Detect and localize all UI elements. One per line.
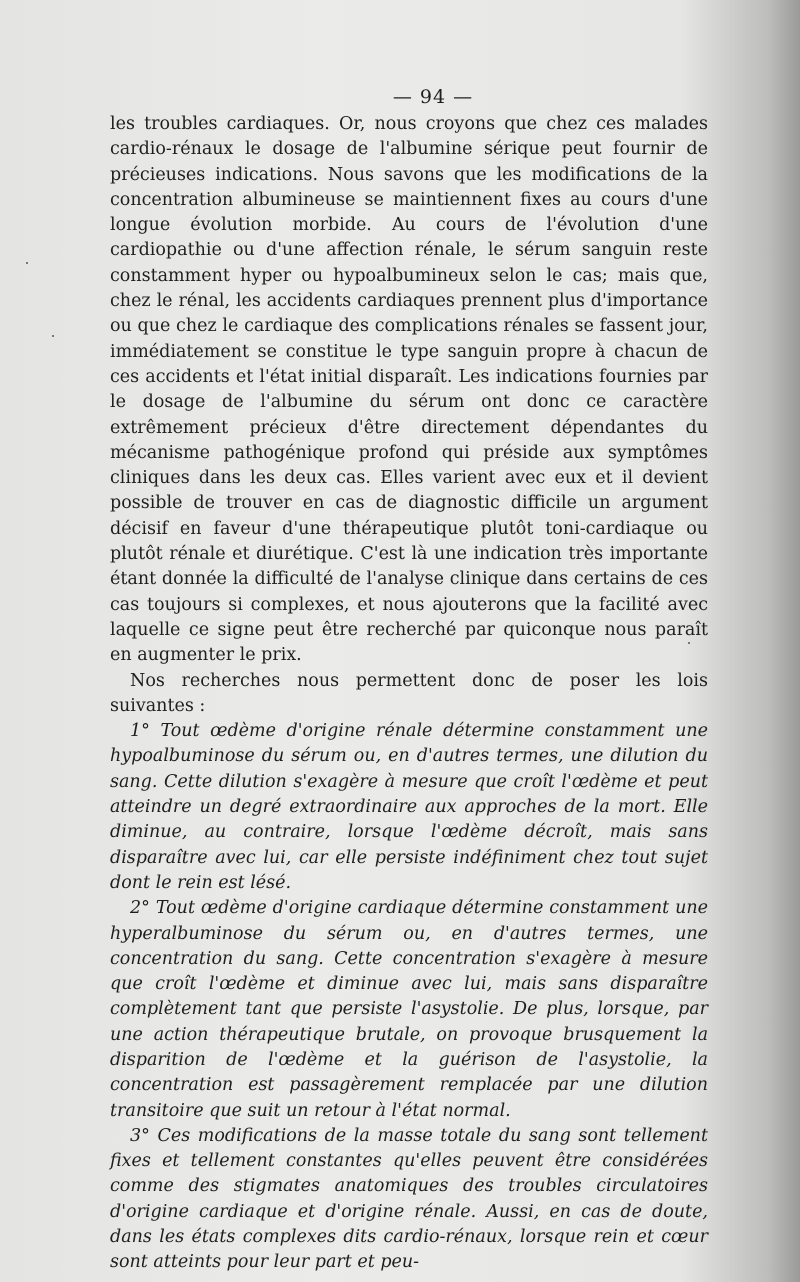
speck bbox=[52, 335, 54, 337]
law-2: 2° Tout œdème d'origine cardiaque détermine constamment une hyperalbuminose du sérum ou, en d'autres termes, une concentration du sang. Cette concentration s'exagère à mesure que croît l'œdème et diminue avec lui, mais sans disparaître complètement tant que persiste l'asystolie. De plus, lorsque, par une action thérapeutique brutale, on provoque brusquement la disparition de l'œdème et la guérison de l'asystolie, la concentration est passagèrement remplacée par une dilution transitoire que suit un retour à l'état normal. bbox=[110, 898, 708, 1121]
paragraph-2: Nos recherches nous permettent donc de poser les lois suivantes : bbox=[110, 670, 708, 716]
speck bbox=[26, 262, 28, 264]
page-number: — 94 — bbox=[392, 86, 474, 108]
paragraph-1: les troubles cardiaques. Or, nous croyons que chez ces malades cardio-rénaux le dosage de l'albumine sérique peut fournir de précieuses indications. Nous savons que les modifications de la concentration albumineuse se maintiennent fixes au cours d'une longue évolution morbide. Au cours de l'évolution d'une cardiopathie ou d'une affection rénale, le sérum sanguin reste constamment hyper ou hypoalbumineux selon le cas; mais que, chez le rénal, les accidents cardiaques prennent plus d'importance ou que chez le cardiaque des complications rénales se fassent jour, immédiatement se constitue le type sanguin propre à chacun de ces accidents et l'état initial disparaît. Les indications fournies par le dosage de l'albumine du sérum ont donc ce caractère extrêmement précieux d'être directement dépendantes du mécanisme pathogénique profond qui préside aux symptômes cliniques dans les deux cas. Elles varient avec eux et il devient possible de trouver en cas de diagnostic difficile un argument décisif en faveur d'une thérapeutique plutôt toni-cardiaque ou plutôt rénale et diurétique. C'est là une indication très importante étant donnée la difficulté de l'analyse clinique dans certains de ces cas toujours si complexes, et nous ajouterons que la facilité avec laquelle ce signe peut être recherché par quiconque nous paraît en augmenter le prix. bbox=[110, 114, 708, 666]
law-3: 3° Ces modifications de la masse totale du sang sont tellement fixes et tellement constantes qu'elles peuvent être considérées comme des stigmates anatomiques des troubles circulatoires d'origine cardiaque et d'origine rénale. Aussi, en cas de doute, dans les états complexes dits cardio-rénaux, lorsque rein et cœur sont atteints pour leur part et peu- bbox=[110, 1125, 708, 1273]
speck bbox=[688, 642, 690, 644]
page-body bbox=[110, 84, 708, 1276]
law-1: 1° Tout œdème d'origine rénale détermine constamment une hypoalbuminose du sérum ou, en d'autres termes, une dilution du sang. Cette dilution s'exagère à mesure que croît l'œdème et peut atteindre un degré extraordinaire aux approches de la mort. Elle diminue, au contraire, lorsque l'œdème décroît, mais sans disparaître avec lui, car elle persiste indéfiniment chez tout sujet dont le rein est lésé. bbox=[110, 721, 708, 893]
